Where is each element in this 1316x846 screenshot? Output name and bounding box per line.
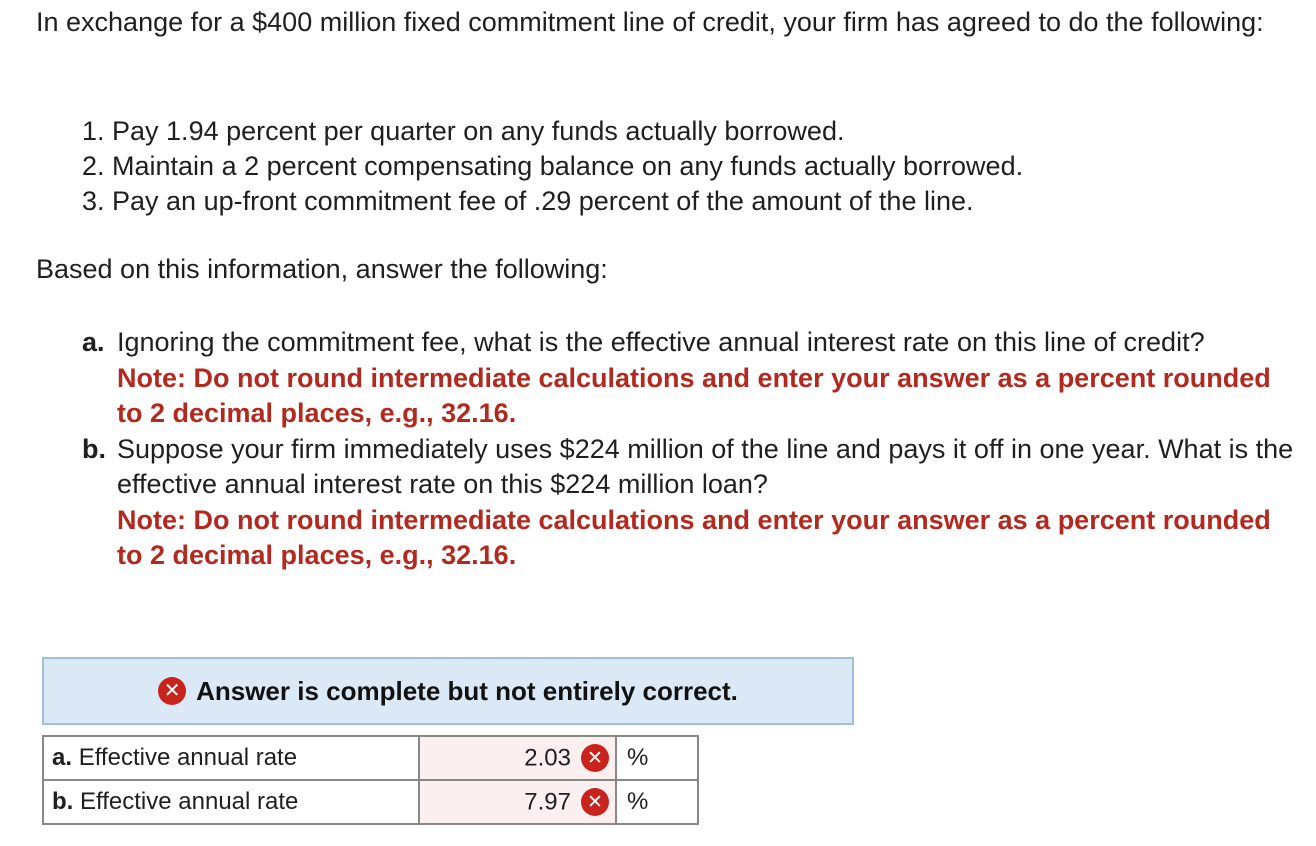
table-row: [43, 780, 698, 824]
instruction-text: Based on this information, answer the following:: [36, 254, 608, 284]
requirement-item: 3. Pay an up-front commitment fee of .29 percent of the amount of the line.: [82, 186, 974, 216]
answer-label: Effective annual rate: [78, 744, 298, 771]
questions-list: [82, 325, 1297, 574]
incorrect-icon: ✕: [581, 788, 609, 816]
question-text: Ignoring the commitment fee, what is the effective annual interest rate on this line of credit?: [117, 327, 1205, 357]
incorrect-icon: ✕: [158, 677, 186, 705]
answer-label-cell: [43, 736, 419, 780]
incorrect-icon: ✕: [581, 744, 609, 772]
answer-letter: a.: [52, 744, 73, 771]
requirement-item: 2. Maintain a 2 percent compensating balance on any funds actually borrowed.: [82, 151, 1024, 181]
requirements-list: [82, 114, 1023, 219]
answer-value-cell[interactable]: [419, 780, 616, 824]
table-row: [43, 736, 698, 780]
answer-unit: %: [616, 780, 698, 824]
question-a: [82, 325, 1297, 432]
question-letter: a.: [82, 327, 105, 357]
problem-intro: In exchange for a $400 million fixed commitment line of credit, your firm has agreed to do the following:: [36, 7, 1264, 37]
answer-label: Effective annual rate: [80, 788, 299, 815]
question-text: Suppose your firm immediately uses $224 million of the line and pays it off in one year. What is the effective annual interest rate on this $224 million loan?: [117, 433, 1294, 499]
requirement-item: 1. Pay 1.94 percent per quarter on any funds actually borrowed.: [82, 116, 845, 146]
result-banner: [42, 657, 854, 725]
question-b: [82, 432, 1297, 574]
answer-table: [42, 735, 699, 825]
answer-label-cell: [43, 780, 419, 824]
result-message: Answer is complete but not entirely correct.: [196, 675, 738, 706]
answer-letter: b.: [52, 788, 74, 815]
answer-value-cell[interactable]: [419, 736, 616, 780]
question-letter: b.: [82, 433, 106, 464]
question-note: Note: Do not round intermediate calculations and enter your answer as a percent rounded to 2 decimal places, e.g., 32.16.: [117, 362, 1271, 428]
answer-value[interactable]: 2.03: [524, 744, 571, 772]
answer-unit: %: [616, 736, 698, 780]
question-note: Note: Do not round intermediate calculations and enter your answer as a percent rounded to 2 decimal places, e.g., 32.16.: [117, 504, 1271, 570]
answer-value[interactable]: 7.97: [524, 788, 571, 816]
